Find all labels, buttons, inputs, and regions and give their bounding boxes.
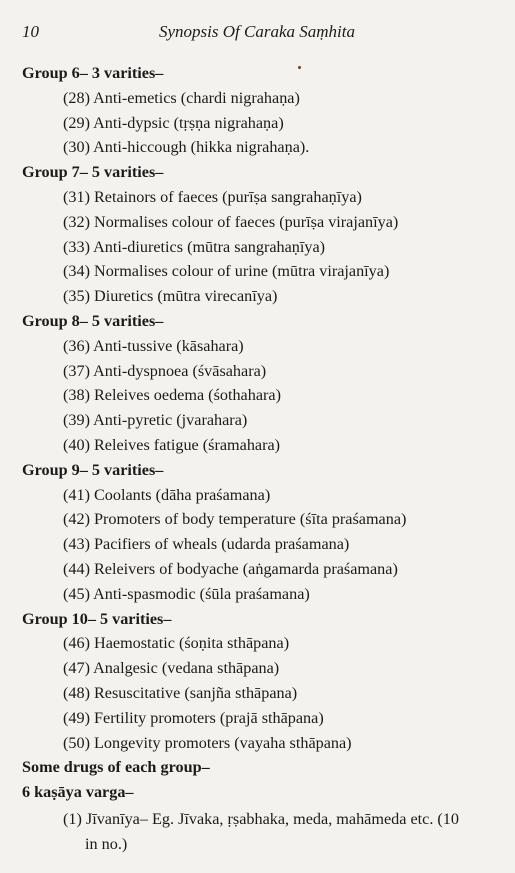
list-item: (37) Anti-dyspnoea (śvāsahara) [63,361,267,380]
group-heading: Group 7– 5 varities– [22,163,164,182]
list-item: (38) Releives oedema (śothahara) [63,386,281,405]
list-item: (49) Fertility promoters (prajā sthāpana) [63,708,324,727]
list-item: (36) Anti-tussive (kāsahara) [63,336,244,355]
list-item: (30) Anti-hiccough (hikka nigrahaṇa). [63,138,310,157]
list-item: (43) Pacifiers of wheals (udarda praśamana) [63,535,350,554]
list-item: (28) Anti-emetics (chardi nigrahaṇa) [63,88,300,107]
list-item: (42) Promoters of body temperature (śīta praśamana) [63,510,407,529]
list-item: (45) Anti-spasmodic (śūla praśamana) [63,584,310,603]
list-item: (39) Anti-pyretic (jvarahara) [63,411,248,430]
page-header [22,22,493,44]
list-item: (47) Analgesic (vedana sthāpana) [63,659,280,678]
list-item: (34) Normalises colour of urine (mūtra virajanīya) [63,262,390,281]
page-number: 10 [22,22,39,41]
group-heading: Group 6– 3 varities– [22,64,164,82]
list-item: (41) Coolants (dāha praśamana) [63,485,271,504]
group-heading: Group 10– 5 varities– [22,609,172,628]
group-heading: Group 8– 5 varities– [22,311,164,330]
list-item: (40) Releives fatigue (śramahara) [63,435,281,454]
list-item: (44) Releivers of bodyache (aṅgamarda praśamana) [63,559,398,578]
list-item: (46) Haemostatic (śoṇita sthāpana) [63,634,290,653]
group-heading: Group 9– 5 varities– [22,460,164,479]
page-content [0,61,515,857]
list-item: (29) Anti-dypsic (tṛṣṇa nigrahaṇa) [63,113,284,132]
list-item: (50) Longevity promoters (vayaha sthāpana) [63,733,352,752]
list-item: (35) Diuretics (mūtra virecanīya) [63,287,278,306]
list-item: (31) Retainors of faeces (purīṣa sangrahaṇīya) [63,187,362,206]
list-item-line-2: in no.) [85,834,128,853]
list-item: (32) Normalises colour of faeces (purīṣa virajanīya) [63,212,399,231]
list-item-line-1: (1) Jīvanīya– Eg. Jīvaka, ṛṣabhaka, meda, mahāmeda etc. (10 [63,809,459,828]
section-heading: Some drugs of each group– [22,758,210,777]
list-item: (48) Resuscitative (sanjña sthāpana) [63,683,298,702]
subsection-heading: 6 kaṣāya varga– [22,783,134,802]
running-title: Synopsis Of Caraka Saṃhita [159,22,355,41]
list-item: (33) Anti-diuretics (mūtra sangrahaṇīya) [63,237,326,256]
